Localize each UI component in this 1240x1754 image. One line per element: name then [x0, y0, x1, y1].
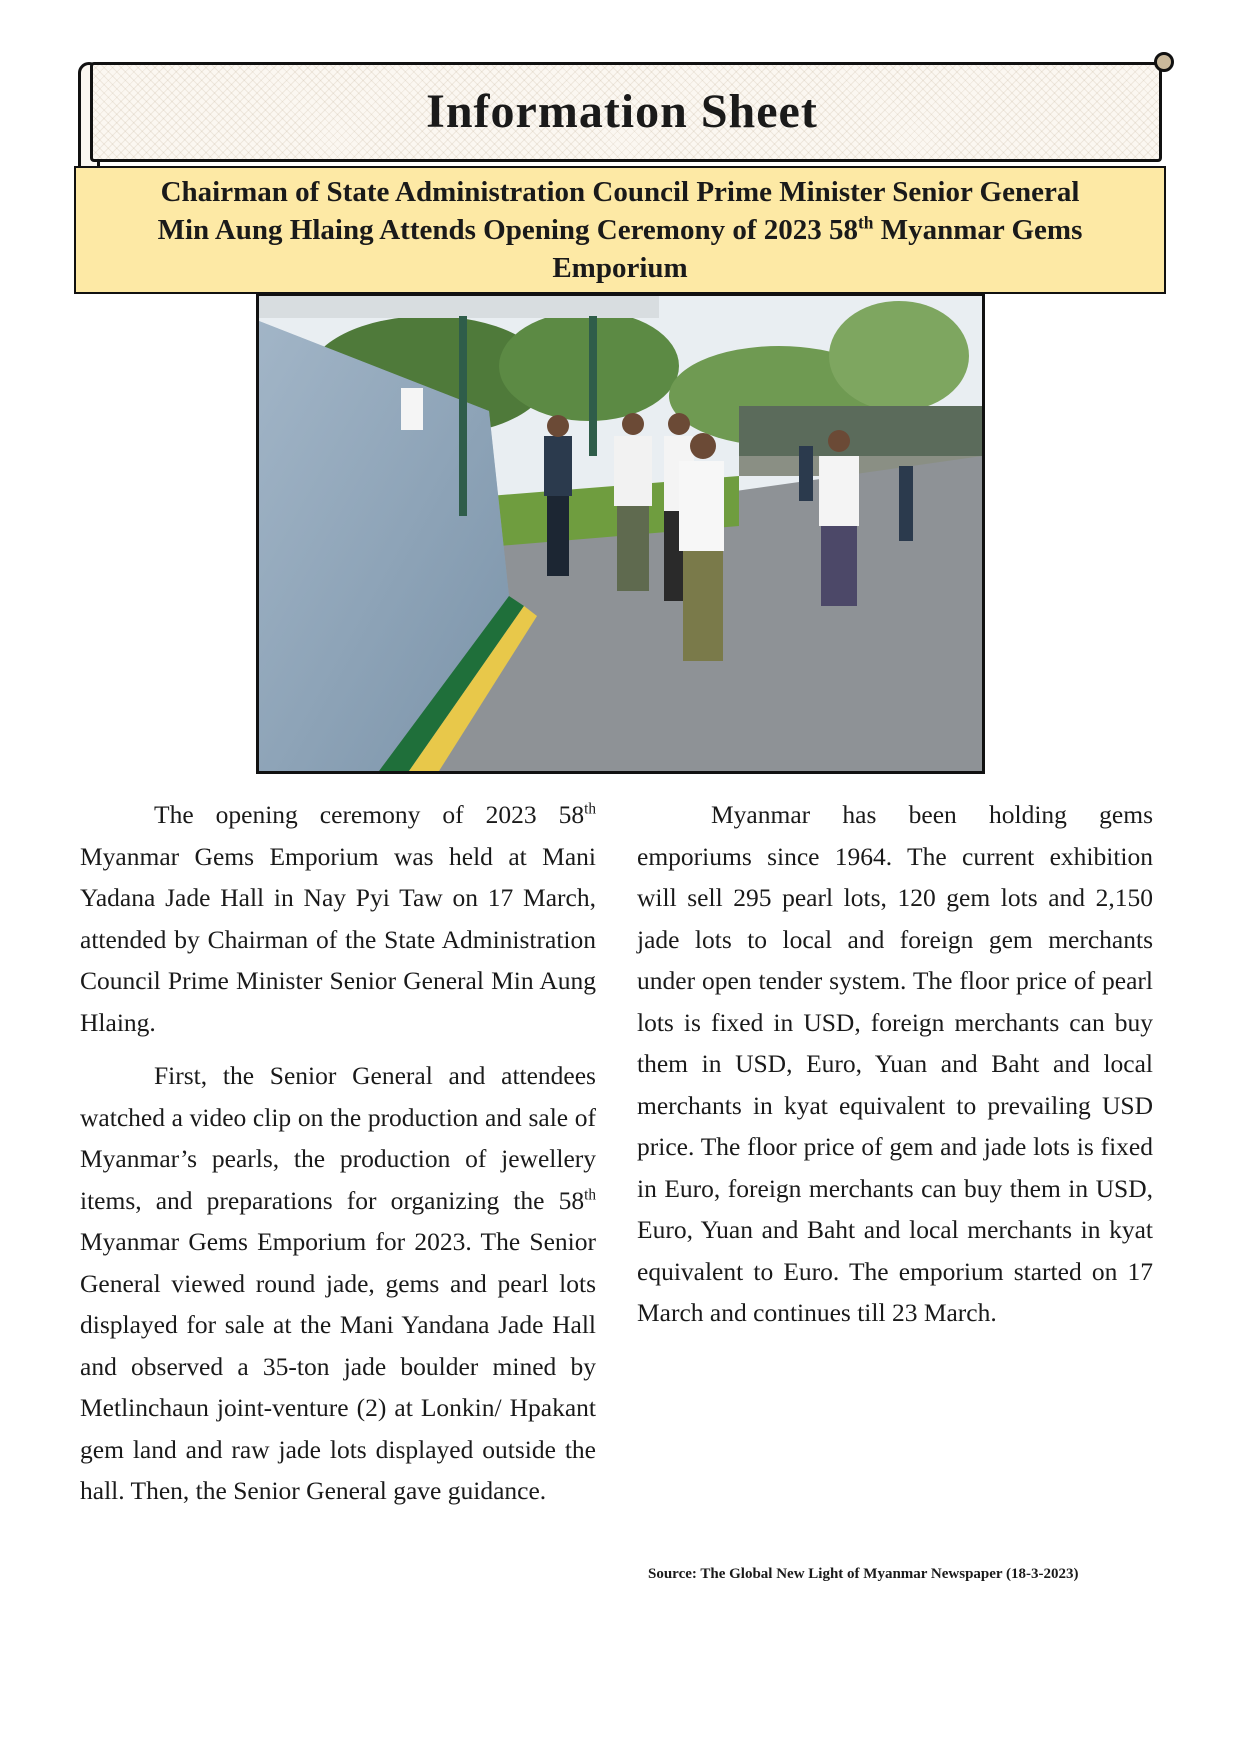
source-citation: Source: The Global New Light of Myanmar Newspaper (18-3-2023)	[648, 1566, 1079, 1582]
paragraph-1	[80, 794, 596, 1043]
paragraph-3: Myanmar has been holding gems emporiums since 1964. The current exhibition will sell 295 pearl lots, 120 gem lots and 2,150 jade lots to local and foreign gem merchants under open tender system. The floor price of pearl lots is fixed in USD, foreign merchants can buy them in USD, Euro, Yuan and Baht and local merchants in kyat equivalent to prevailing USD price. The floor price of gem and jade lots is fixed in Euro, foreign merchants can buy them in USD, Euro, Yuan and Baht and local merchants in kyat equivalent to Euro. The emporium started on 17 March and continues till 23 March.	[637, 800, 1153, 1327]
article-left-column	[80, 794, 596, 1524]
paragraph-1-text: The opening ceremony of 2023 58	[154, 800, 585, 829]
paragraph-2-text: First, the Senior General and attendees watched a video clip on the production and sale of Myanmar’s pearls, the production of jewellery items, and preparations for organizing the 58	[80, 1061, 596, 1215]
page-title: Information Sheet	[426, 85, 818, 138]
paragraph-1-superscript: th	[584, 800, 596, 818]
paragraph-2-superscript: th	[584, 1186, 596, 1203]
headline-line-1: Chairman of State Administration Council Prime Minister Senior General	[160, 176, 1080, 208]
headline-box	[74, 166, 1166, 294]
headline-superscript: th	[858, 212, 874, 233]
paragraph-1-text-end: Myanmar Gems Emporium was held at Mani Yadana Jade Hall in Nay Pyi Taw on 17 March, attended by Chairman of the State Administration Council Prime Minister Senior General Min Aung Hlaing.	[80, 841, 596, 1037]
scroll-curl-right	[1154, 52, 1174, 72]
headline-line-2-end: Myanmar Gems	[873, 214, 1083, 246]
photo-illustration	[259, 296, 982, 771]
title-banner	[78, 62, 1166, 164]
paragraph-2-text-end: Myanmar Gems Emporium for 2023. The Senior General viewed round jade, gems and pearl lots displayed for sale at the Mani Yandana Jade Hall and observed a 35-ton jade boulder mined by Metlinchaun joint-venture (2) at Lonkin/ Hpakant gem land and raw jade lots displayed outside the hall. Then, the Senior General gave guidance.	[80, 1227, 596, 1505]
headline-line-2-text: Min Aung Hlaing Attends Opening Ceremony of 2023 58	[157, 214, 859, 246]
headline	[158, 173, 1083, 287]
article-right-column	[637, 794, 1153, 1346]
headline-line-3: Emporium	[552, 252, 688, 284]
headline-line-2	[158, 214, 1083, 246]
news-photo	[256, 293, 985, 774]
paragraph-2	[80, 1055, 596, 1512]
